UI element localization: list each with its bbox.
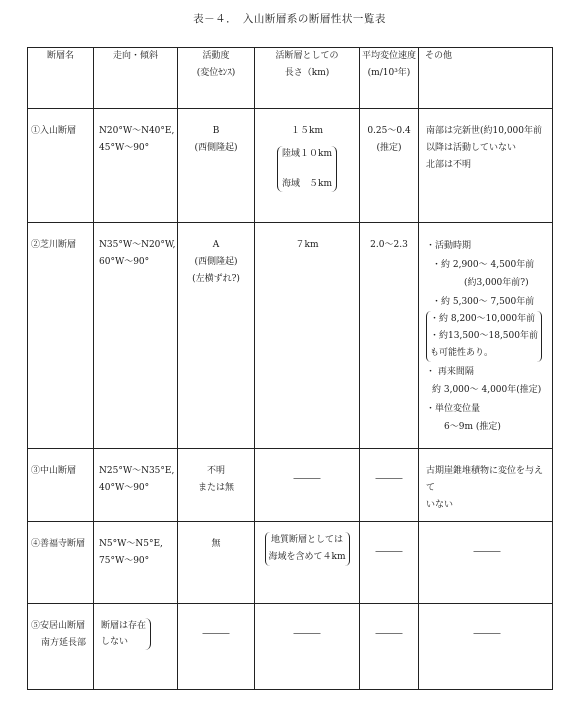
fault-length bbox=[255, 522, 360, 604]
fault-other: 南部は完新世(約10,000年前 以降は活動していない 北部は不明 bbox=[419, 109, 553, 223]
header-activity: 活動度 (変位ｾﾝｽ) bbox=[178, 48, 255, 109]
fault-activity: ――― bbox=[178, 604, 255, 690]
table-row bbox=[28, 522, 553, 604]
header-rate: 平均変位速度 (m/10³年) bbox=[360, 48, 419, 109]
fault-properties-table bbox=[27, 47, 553, 690]
table-row bbox=[28, 223, 553, 449]
fault-length: １５km 陸域１０km 海域 ５km bbox=[255, 109, 360, 223]
fault-activity: 無 bbox=[178, 522, 255, 604]
header-name: 断層名 bbox=[28, 48, 94, 109]
fault-length: ７km bbox=[255, 223, 360, 449]
table-title: 表－４． 入山断層系の断層性状一覧表 bbox=[193, 13, 386, 25]
fault-name: ④善福寺断層 bbox=[28, 522, 94, 604]
length-bracket: 陸域１０km 海域 ５km bbox=[277, 146, 337, 192]
fault-rate: ――― bbox=[360, 449, 419, 522]
length-bracket: 地質断層としては 海域を含めて４km bbox=[265, 532, 350, 566]
header-other: その他 bbox=[419, 48, 553, 109]
fault-activity: 不明 または無 bbox=[178, 449, 255, 522]
fault-strike: N5°W～N5°E, 75°W～90° bbox=[94, 522, 178, 604]
fault-rate: 2.0～2.3 bbox=[360, 223, 419, 449]
header-length: 活断層としての 長さ（km) bbox=[255, 48, 360, 109]
fault-rate: ――― bbox=[360, 604, 419, 690]
fault-strike bbox=[94, 604, 178, 690]
fault-other: ――― bbox=[419, 604, 553, 690]
fault-name: ①入山断層 bbox=[28, 109, 94, 223]
fault-other: ――― bbox=[419, 522, 553, 604]
fault-activity: B (西側隆起) bbox=[178, 109, 255, 223]
fault-name: ②芝川断層 bbox=[28, 223, 94, 449]
header-row bbox=[28, 48, 553, 109]
fault-length: ――― bbox=[255, 449, 360, 522]
fault-rate: ――― bbox=[360, 522, 419, 604]
fault-name: ③中山断層 bbox=[28, 449, 94, 522]
fault-rate: 0.25～0.4 (推定) bbox=[360, 109, 419, 223]
fault-other: ・活動時期 ・約 2,900～ 4,500年前 (約3,000年前?) ・約 5,300～ 7,500年前 ・約 8,200～10,000年前 ・約13,500～18,500年前 も可能性あり。 ・ 再来間隔 約 3,000～ 4,000年(推定) ・単位変位量 6～9m (推定) bbox=[419, 223, 553, 449]
strike-bracket: 断層は存在 しない bbox=[99, 618, 151, 650]
fault-name: ⑤安居山断層 南方延長部 bbox=[28, 604, 94, 690]
fault-length: ――― bbox=[255, 604, 360, 690]
table-row bbox=[28, 449, 553, 522]
fault-strike: N25°W～N35°E, 40°W～90° bbox=[94, 449, 178, 522]
fault-strike: N35°W～N20°W, 60°W～90° bbox=[94, 223, 178, 449]
header-strike: 走向・傾斜 bbox=[94, 48, 178, 109]
table-row bbox=[28, 109, 553, 223]
fault-other: 古期崖錐堆積物に変位を与えて いない bbox=[419, 449, 553, 522]
fault-strike: N20°W～N40°E, 45°W～90° bbox=[94, 109, 178, 223]
period-bracket: ・約 8,200～10,000年前 ・約13,500～18,500年前 も可能性あり。 bbox=[426, 311, 542, 362]
fault-activity: A (西側隆起) (左横ずれ?) bbox=[178, 223, 255, 449]
table-row bbox=[28, 604, 553, 690]
